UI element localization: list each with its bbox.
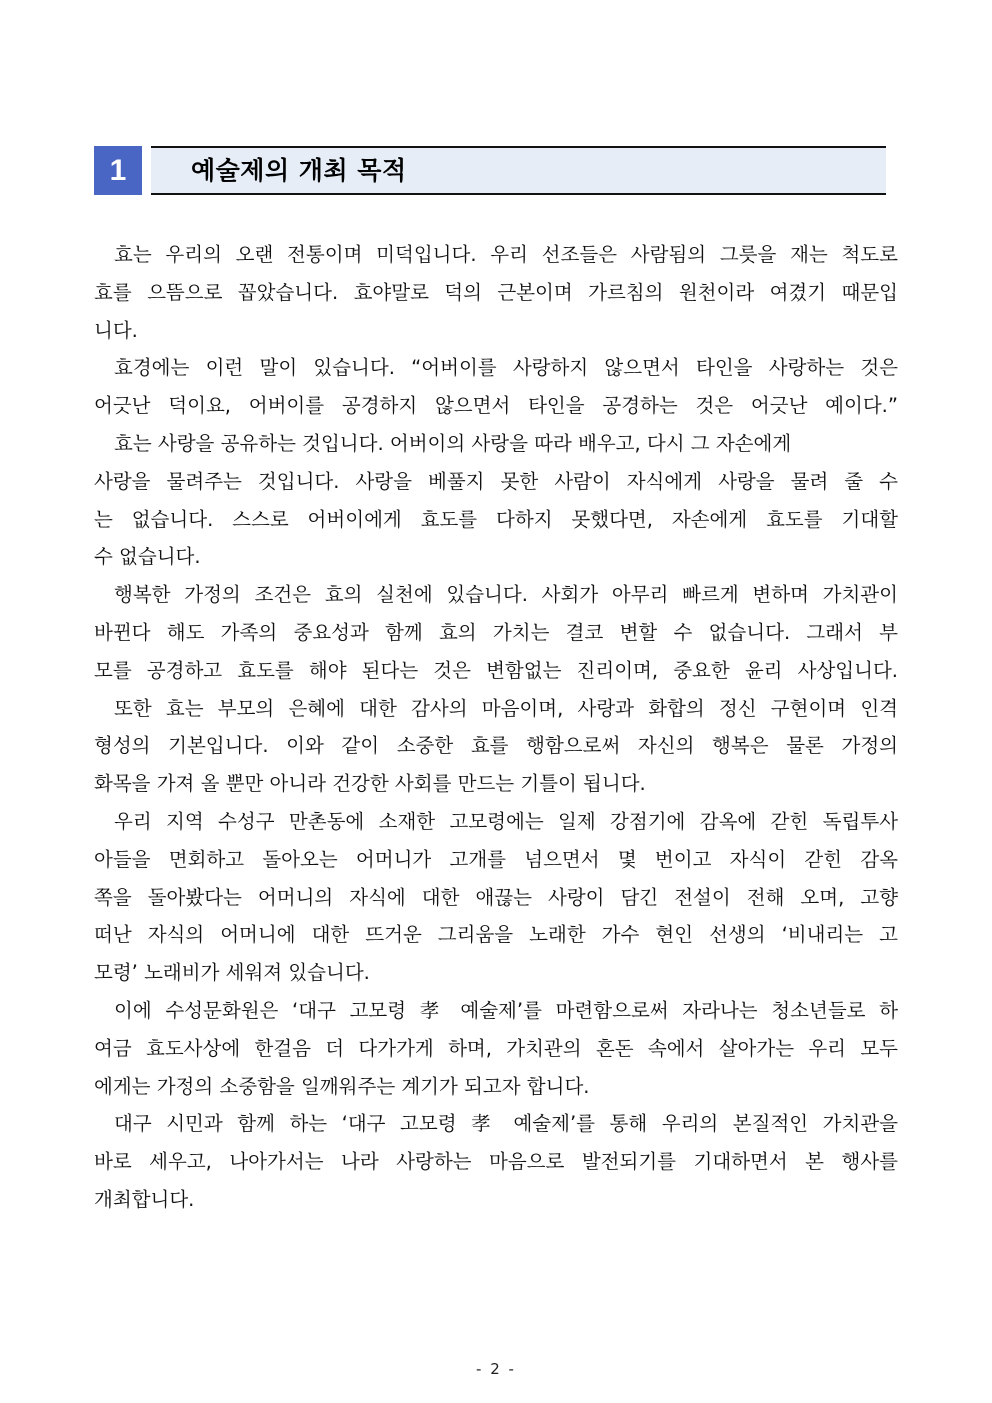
section-title: 예술제의 개최 목적: [191, 156, 407, 185]
text-line: 대구 시민과 함께 하는 ‘대구 고모령 孝 예술제’를 통해 우리의 본질적인 가치관을: [114, 1112, 898, 1136]
text-line: 우리 지역 수성구 만촌동에 소재한 고모령에는 일제 강점기에 감옥에 갇힌 독립투사: [114, 809, 898, 833]
paragraph: [94, 690, 898, 803]
text-line: 행복한 가정의 조건은 효의 실천에 있습니다. 사회가 아무리 빠르게 변하며 가치관이: [114, 583, 898, 607]
text-line: 화목을 가져 올 뿐만 아니라 건강한 사회를 만드는 기틀이 됩니다.: [94, 772, 646, 796]
paragraph: [94, 803, 898, 992]
text-line: 는 없습니다. 스스로 어버이에게 효도를 다하지 못했다면, 자손에게 효도를 기대할: [94, 507, 898, 531]
text-line: 바로 세우고, 나아가서는 나라 사랑하는 마음으로 발전되기를 기대하면서 본 행사를: [94, 1150, 898, 1174]
text-line: 어긋난 덕이요, 어버이를 공경하지 않으면서 타인을 공경하는 것은 어긋난 예이다.”: [94, 394, 898, 418]
text-line: 효를 으뜸으로 꼽았습니다. 효야말로 덕의 근본이며 가르침의 원천이라 여겼기 때문입: [94, 280, 898, 304]
text-line: 쪽을 돌아봤다는 어머니의 자식에 대한 애끊는 사랑이 담긴 전설이 전해 오며, 고향: [94, 885, 898, 909]
document-body: [94, 236, 898, 1219]
paragraph: [94, 349, 898, 425]
paragraph: [94, 1105, 898, 1218]
text-line: 모령’ 노래비가 세워져 있습니다.: [94, 961, 370, 985]
text-line: 모를 공경하고 효도를 해야 된다는 것은 변함없는 진리이며, 중요한 윤리 사상입니다.: [94, 658, 898, 682]
paragraph: [94, 236, 898, 349]
section-number-badge: 1: [94, 146, 142, 195]
text-line: 개최합니다.: [94, 1187, 195, 1211]
text-line: 형성의 기본입니다. 이와 같이 소중한 효를 행함으로써 자신의 행복은 물론 가정의: [94, 734, 898, 758]
text-line: 니다.: [94, 318, 138, 342]
paragraph: [94, 576, 898, 689]
text-line: 효는 사랑을 공유하는 것입니다. 어버이의 사랑을 따라 배우고, 다시 그 자손에게: [114, 431, 792, 455]
page-number: - 2 -: [476, 1360, 516, 1378]
section-title-band: [151, 146, 886, 195]
text-line: 떠난 자식의 어머니에 대한 뜨거운 그리움을 노래한 가수 현인 선생의 ‘비내리는 고: [94, 923, 898, 947]
text-line: 여금 효도사상에 한걸음 더 다가가게 하며, 가치관의 혼돈 속에서 살아가는 우리 모두: [94, 1036, 898, 1060]
text-line: 효는 우리의 오랜 전통이며 미덕입니다. 우리 선조들은 사람됨의 그릇을 재는 척도로: [114, 243, 898, 266]
text-line: 또한 효는 부모의 은혜에 대한 감사의 마음이며, 사랑과 화합의 정신 구현이며 인격: [114, 696, 898, 720]
text-line: 수 없습니다.: [94, 545, 201, 569]
text-line: 효경에는 이런 말이 있습니다. “어버이를 사랑하지 않으면서 타인을 사랑하는 것은: [114, 356, 898, 380]
paragraph: [94, 992, 898, 1105]
section-header: [94, 146, 886, 195]
text-line: 바뀐다 해도 가족의 중요성과 함께 효의 가치는 결코 변할 수 없습니다. 그래서 부: [94, 620, 898, 644]
text-line: 이에 수성문화원은 ‘대구 고모령 孝 예술제’를 마련함으로써 자라나는 청소년들로 하: [114, 998, 898, 1022]
text-line: 에게는 가정의 소중함을 일깨워주는 계기가 되고자 합니다.: [94, 1074, 590, 1098]
text-line: 사랑을 물려주는 것입니다. 사랑을 베풀지 못한 사람이 자식에게 사랑을 물려 줄 수: [94, 469, 898, 493]
paragraph: [94, 425, 898, 576]
text-line: 아들을 면회하고 돌아오는 어머니가 고개를 넘으면서 몇 번이고 자식이 갇힌 감옥: [94, 847, 898, 871]
